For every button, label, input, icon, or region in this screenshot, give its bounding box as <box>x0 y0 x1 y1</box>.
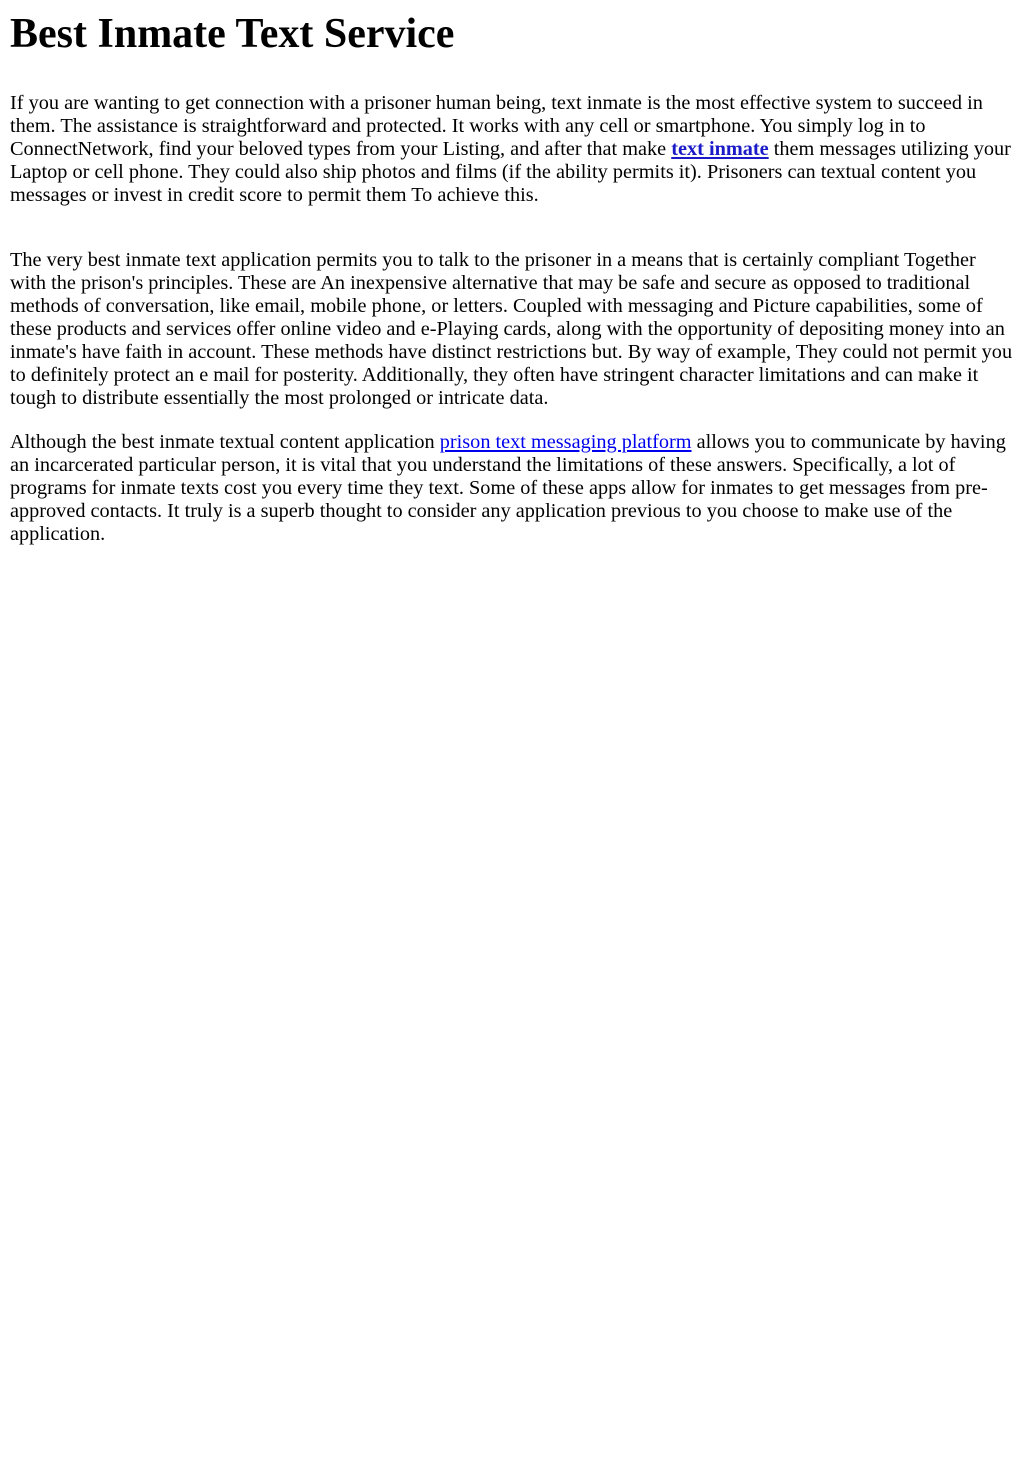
paragraph-spacer <box>10 207 1014 249</box>
paragraph-intro-text-before: If you are wanting to get connection with a prisoner human being, text inmate is the most effective system to succeed in them. The assistance is straightforward and protected. It works with any cell or smartphone. You simply log in to ConnectNetwork, find your beloved types from your Listing, and after that make <box>10 92 983 160</box>
paragraph-limitations-text-before: Although the best inmate textual content application <box>10 431 440 453</box>
page-title: Best Inmate Text Service <box>10 11 455 57</box>
paragraph-intro-text-after: them messages utilizing your Laptop or cell phone. They could also ship photos and films (if the ability permits it). Prisoners can textual content you messages or invest in credit score to permit them To achieve this. <box>10 138 1011 206</box>
paragraph-limitations <box>10 431 1014 546</box>
paragraph-intro <box>10 92 1014 207</box>
article <box>0 10 1024 546</box>
text-inmate-link[interactable]: text inmate <box>671 138 769 160</box>
prison-text-messaging-platform-link[interactable]: prison text messaging platform <box>439 431 692 453</box>
paragraph-best-app: The very best inmate text application permits you to talk to the prisoner in a means that is certainly compliant Together with the prison's principles. These are An inexpensive alternative that may be safe and secure as opposed to traditional methods of conversation, like email, mobile phone, or letters. Coupled with messaging and Picture capabilities, some of these products and services offer online video and e-Playing cards, along with the opportunity of depositing money into an inmate's have faith in account. These methods have distinct restrictions but. By way of example, They could not permit you to definitely protect an e mail for posterity. Additionally, they often have stringent character limitations and can make it tough to distribute essentially the most prolonged or intricate data. <box>10 249 1013 409</box>
paragraph-limitations-text-after: allows you to communicate by having an incarcerated particular person, it is vital that you understand the limitations of these answers. Specifically, a lot of programs for inmate texts cost you every time they text. Some of these apps allow for inmates to get messages from pre-approved contacts. It truly is a superb thought to consider any application previous to you choose to make use of the application. <box>10 431 1006 545</box>
